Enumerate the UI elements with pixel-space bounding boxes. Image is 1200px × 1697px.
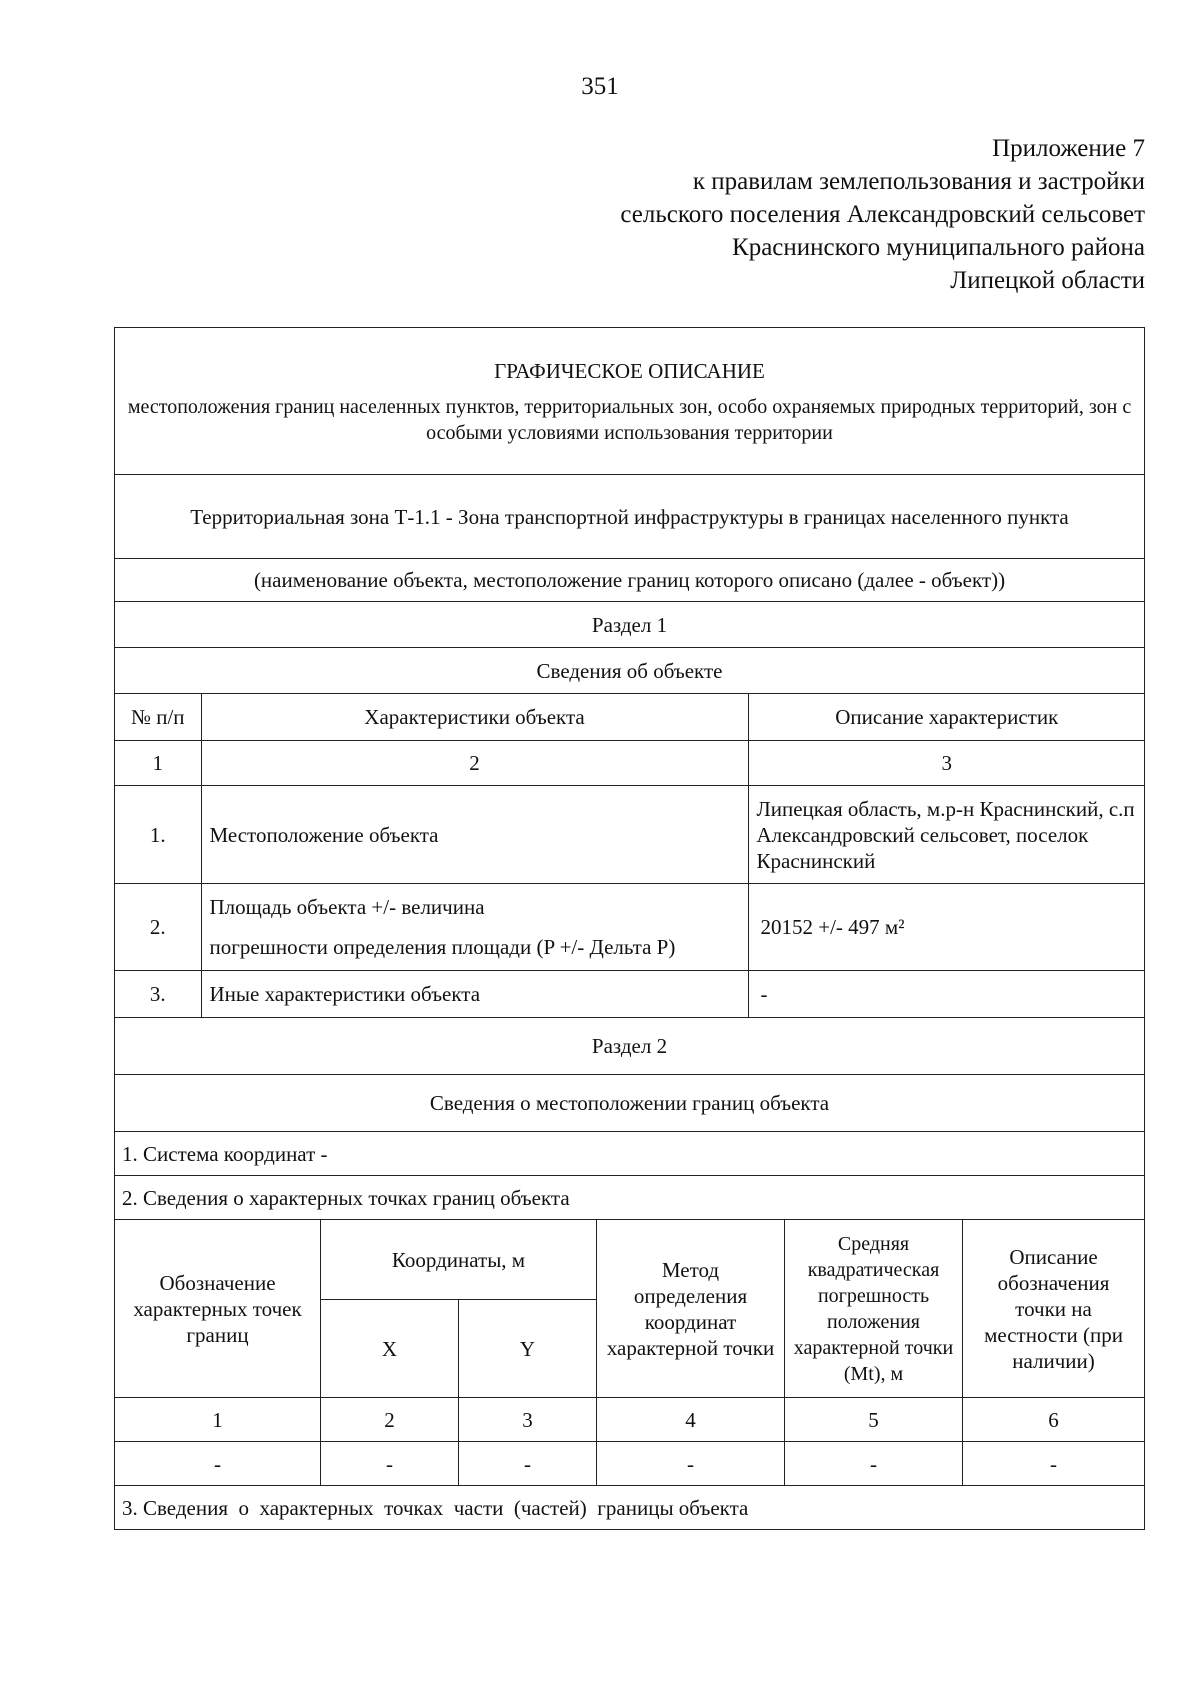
characteristic-name-line: Площадь объекта +/- величина [209, 895, 485, 919]
section1-title: Раздел 1 [115, 602, 1145, 648]
column-header-x: X [321, 1300, 459, 1398]
column-number: 1 [115, 1398, 321, 1442]
section1-row-location [115, 786, 1145, 884]
section1-subtitle: Сведения об объекте [115, 648, 1145, 694]
row-number: 2. [115, 884, 201, 970]
form-subtitle: местоположения границ населенных пунктов, территориальных зон, особо охраняемых природных территорий, зон с особыми условиями использования территории [127, 396, 1132, 444]
column-number: 6 [963, 1398, 1145, 1442]
column-header-y: Y [459, 1300, 597, 1398]
page-number: 351 [581, 73, 619, 100]
appendix-line: Приложение 7 [992, 135, 1145, 162]
section2-subtitle: Сведения о местоположении границ объекта [115, 1075, 1145, 1132]
column-header: № п/п [115, 694, 201, 740]
column-number: 2 [201, 741, 748, 785]
column-number: 4 [597, 1398, 785, 1442]
column-number: 2 [321, 1398, 459, 1442]
object-name: Территориальная зона Т-1.1 - Зона транспортной инфраструктуры в границах населенного пункта [115, 475, 1145, 559]
column-header-coordinates: Координаты, м [321, 1220, 597, 1300]
characteristic-name: Местоположение объекта [201, 786, 748, 883]
section1-row-other [115, 971, 1145, 1018]
column-header-method: Метод определения координат характерной точки [597, 1220, 785, 1398]
coordinate-system: 1. Система координат - [115, 1132, 1145, 1176]
column-header-error: Средняя квадратическая погрешность положения характерной точки (Mt), м [785, 1220, 963, 1398]
section1-numbers-row [115, 741, 1145, 786]
column-number: 1 [115, 741, 201, 785]
table-cell: - [963, 1442, 1145, 1486]
section1-row-area [115, 884, 1145, 971]
characteristic-value: Липецкая область, м.р-н Краснинский, с.п Александровский сельсовет, поселок Краснинский [756, 796, 1135, 873]
row-number: 3. [115, 971, 201, 1017]
column-header: Описание характеристик [835, 705, 1059, 729]
characteristic-name [201, 884, 748, 970]
parts-title: 3. Сведения о характерных точках части (частей) границы объекта [115, 1486, 1145, 1530]
appendix-line: к правилам землепользования и застройки [692, 168, 1145, 195]
table-cell: - [459, 1442, 597, 1486]
characteristic-name: Иные характеристики объекта [201, 971, 748, 1017]
column-number: 3 [459, 1398, 597, 1442]
characteristic-value: 20152 +/- 497 м² [760, 915, 905, 939]
appendix-header [620, 132, 1145, 297]
column-number: 5 [785, 1398, 963, 1442]
characteristic-name-line: погрешности определения площади (P +/- Дельта P) [209, 935, 676, 959]
appendix-line: сельского поселения Александровский сельсовет [620, 201, 1145, 228]
column-header-description: Описание обозначения точки на местности (при наличии) [963, 1220, 1145, 1398]
appendix-line: Липецкой области [950, 267, 1145, 294]
section1-header-row [115, 694, 1145, 741]
table-cell: - [115, 1442, 321, 1486]
section2-title: Раздел 2 [115, 1018, 1145, 1075]
object-caption: (наименование объекта, местоположение границ которого описано (далее - объект)) [115, 559, 1145, 602]
table-cell: - [597, 1442, 785, 1486]
graphic-description-form [114, 327, 1145, 1530]
column-header-designation: Обозначение характерных точек границ [115, 1220, 321, 1398]
column-header: Характеристики объекта [201, 694, 748, 740]
appendix-line: Краснинского муниципального района [732, 234, 1145, 261]
form-title: ГРАФИЧЕСКОЕ ОПИСАНИЕ [494, 359, 765, 383]
row-number: 1. [115, 786, 201, 883]
points-title: 2. Сведения о характерных точках границ объекта [115, 1176, 1145, 1220]
table-cell: - [785, 1442, 963, 1486]
table-cell: - [321, 1442, 459, 1486]
column-number: 3 [941, 751, 952, 775]
characteristic-value: - [760, 982, 768, 1006]
form-header [115, 328, 1145, 475]
